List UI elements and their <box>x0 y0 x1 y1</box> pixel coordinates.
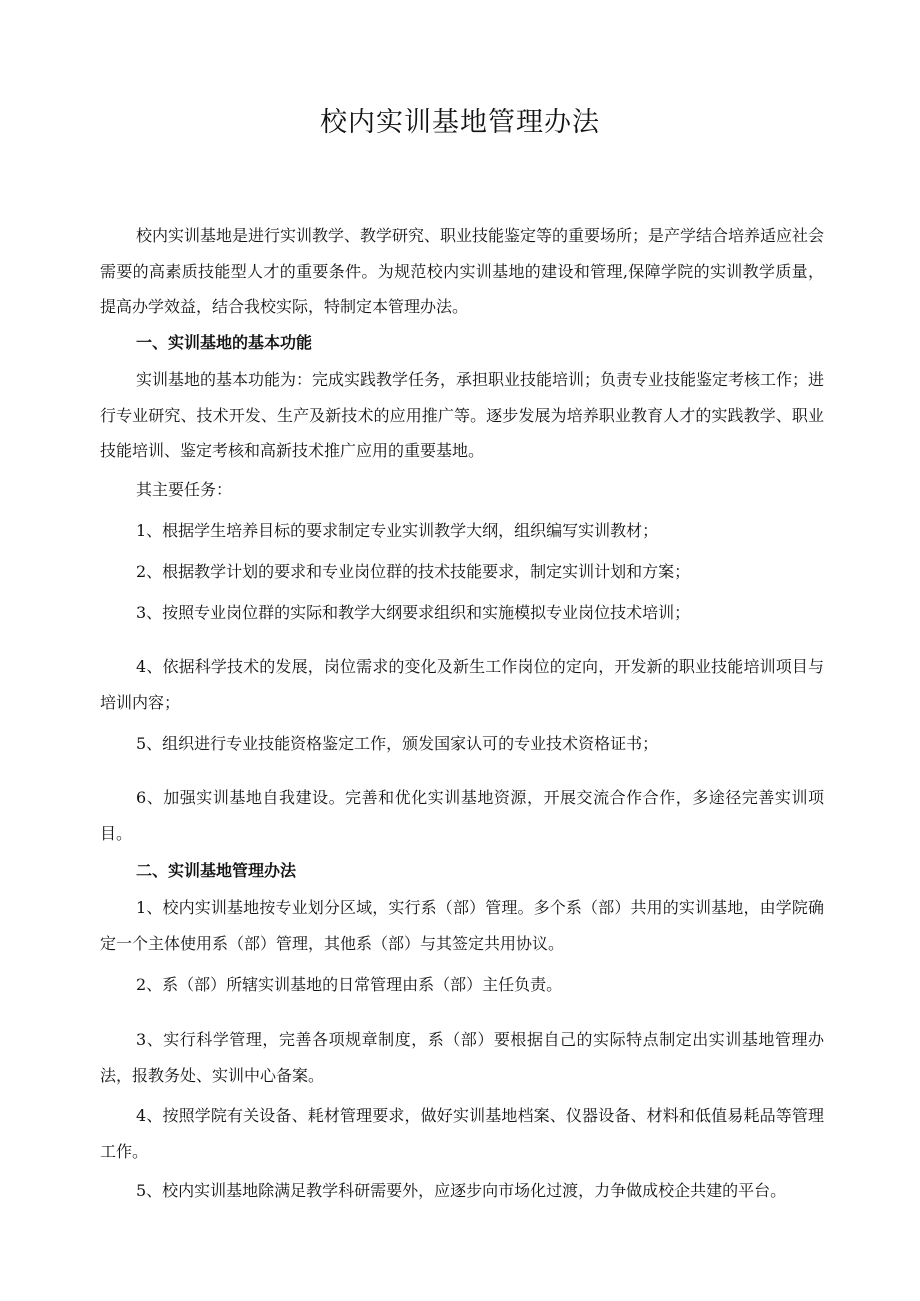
management-item-1: 1、校内实训基地按专业划分区域，实行系（部）管理。多个系（部）共用的实训基地，由学院确定一个主体使用系（部）管理，其他系（部）与其签定共用协议。 <box>100 898 824 953</box>
section2-heading: 二、实训基地管理办法 <box>136 861 297 880</box>
task-item-1: 1、根据学生培养目标的要求制定专业实训教学大纲，组织编写实训教材； <box>136 521 659 540</box>
task-item-3: 3、按照专业岗位群的实际和教学大纲要求组织和实施模拟专业岗位技术培训； <box>136 603 691 622</box>
task-item-2: 2、根据教学计划的要求和专业岗位群的技术技能要求，制定实训计划和方案； <box>136 562 691 581</box>
task-item-6: 6、加强实训基地自我建设。完善和优化实训基地资源，开展交流合作合作，多途径完善实训项目。 <box>100 788 824 843</box>
intro-paragraph: 校内实训基地是进行实训教学、教学研究、职业技能鉴定等的重要场所；是产学结合培养适应社会需要的高素质技能型人才的重要条件。为规范校内实训基地的建设和管理,保障学院的实训教学质量，提高办学效益，结合我校实际，特制定本管理办法。 <box>100 226 825 316</box>
section1-paragraph: 实训基地的基本功能为：完成实践教学任务，承担职业技能培训；负责专业技能鉴定考核工作；进行专业研究、技术开发、生产及新技术的应用推广等。逐步发展为培养职业教育人才的实践教学、职业技能培训、鉴定考核和高新技术推广应用的重要基地。 <box>100 370 825 460</box>
management-item-2: 2、系（部）所辖实训基地的日常管理由系（部）主任负责。 <box>136 975 563 994</box>
section1-heading: 一、实训基地的基本功能 <box>136 333 313 352</box>
tasks-label: 其主要任务： <box>136 480 233 499</box>
management-item-3: 3、实行科学管理，完善各项规章制度，系（部）要根据自己的实际特点制定出实训基地管理办法，报教务处、实训中心备案。 <box>100 1030 824 1085</box>
task-item-5: 5、组织进行专业技能资格鉴定工作，颁发国家认可的专业技术资格证书； <box>136 734 659 753</box>
task-item-4: 4、依据科学技术的发展，岗位需求的变化及新生工作岗位的定向，开发新的职业技能培训项目与培训内容； <box>100 657 824 712</box>
document-title: 校内实训基地管理办法 <box>320 107 600 138</box>
management-item-5: 5、校内实训基地除满足教学科研需要外，应逐步向市场化过渡，力争做成校企共建的平台。 <box>136 1181 787 1200</box>
management-item-4: 4、按照学院有关设备、耗材管理要求，做好实训基地档案、仪器设备、材料和低值易耗品等管理工作。 <box>100 1106 824 1161</box>
